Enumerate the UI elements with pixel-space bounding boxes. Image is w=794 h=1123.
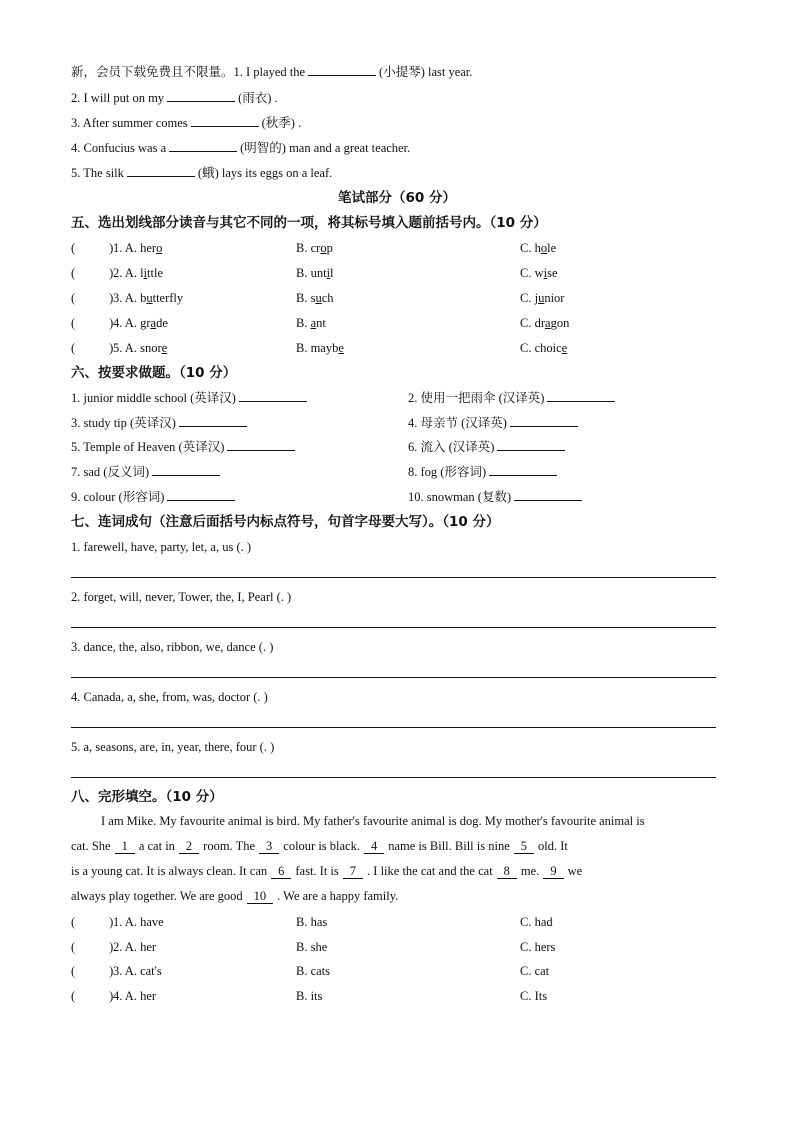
option-c [520,290,564,306]
sentence-words: 4. Canada, a, she, from, was, doctor (. ) [71,690,268,704]
option-a: 4. A. her [113,989,157,1003]
paren-close: ) [109,266,114,280]
option-c: C. had [520,915,553,929]
option-text: a [545,316,551,330]
paren-open: ( [71,964,76,978]
answer-paren[interactable] [71,939,113,955]
option-c [520,240,556,256]
option-c: C. hers [520,940,556,954]
top-question-4: 4. Confucius was a (明智的) man and a great teacher. [71,141,411,155]
task-text: 6. 流入 (汉译英) [408,440,495,454]
option-a [113,265,163,281]
top-question-2: 2. I will put on my (雨衣) . [71,91,278,105]
paren-close: ) [109,241,114,255]
option-b [296,340,344,356]
answer-paren[interactable] [71,988,113,1004]
task-item-right [408,489,585,505]
answer-line[interactable] [71,727,716,728]
cloze-passage [71,809,716,909]
sentence-words: 1. farewell, have, party, let, a, us (. ) [71,540,252,554]
paren-open: ( [71,241,76,255]
answer-paren[interactable] [71,290,113,306]
option-text: B. mayb [296,341,339,355]
answer-blank[interactable] [167,90,235,102]
paren-open: ( [71,915,76,929]
cloze-blank-8[interactable]: 8 [497,865,517,879]
paren-open: ( [71,316,76,330]
option-c [520,340,567,356]
option-text: C. j [520,291,539,305]
cloze-blank-4[interactable]: 4 [364,840,384,854]
answer-paren[interactable] [71,963,113,979]
task-text: 8. fog (形容词) [408,465,487,479]
answer-blank[interactable] [547,390,615,402]
option-text: le [547,241,557,255]
option-text: B. cr [296,241,321,255]
option-a [113,340,167,356]
task-item-left [71,439,298,455]
answer-paren[interactable] [71,315,113,331]
top-question-5: 5. The silk (蛾) lays its eggs on a leaf. [71,166,333,180]
option-text: l [330,266,334,280]
option-text: gon [550,316,570,330]
option-c: C. cat [520,964,550,978]
task-text: 10. snowman (复数) [408,490,512,504]
option-a [113,315,168,331]
cloze-blank-3[interactable]: 3 [259,840,279,854]
answer-paren[interactable] [71,240,113,256]
section-6-title: 六、按要求做题。（10 分） [71,365,237,381]
written-section-title: 笔试部分（60 分） [338,190,456,206]
sentence-words: 5. a, seasons, are, in, year, there, four (. ) [71,740,275,754]
answer-blank[interactable] [167,489,235,501]
paren-open: ( [71,341,76,355]
option-c [520,265,558,281]
option-text: C. dr [520,316,545,330]
option-text: C. choic [520,341,562,355]
option-text: a [310,316,317,330]
task-item-right [408,415,581,431]
option-b [296,240,333,256]
paren-close: ) [109,341,114,355]
option-a: 3. A. cat's [113,964,162,978]
answer-blank[interactable] [497,439,565,451]
answer-paren[interactable] [71,340,113,356]
task-text: 1. junior middle school (英译汉) [71,391,236,405]
cloze-blank-7[interactable]: 7 [343,865,363,879]
cloze-blank-10[interactable]: 10 [247,890,274,904]
paren-open: ( [71,940,76,954]
answer-blank[interactable] [179,415,247,427]
answer-blank[interactable] [191,115,259,127]
option-a: 2. A. her [113,940,157,954]
task-item-left [71,489,238,505]
option-text: i [326,266,331,280]
task-text: 7. sad (反义词) [71,465,150,479]
option-text: u [538,291,545,305]
option-text: B. s [296,291,316,305]
option-b: B. she [296,940,328,954]
paren-open: ( [71,291,76,305]
option-c: C. Its [520,989,548,1003]
option-text: u [315,291,322,305]
cloze-line-2: cat. She 1 a cat in 2 room. The 3 colour is black. 4 name is Bill. Bill is nine 5 old. It [71,839,568,853]
paren-close: ) [109,964,114,978]
task-text: 9. colour (形容词) [71,490,165,504]
task-item-right [408,390,618,406]
cloze-blank-5[interactable]: 5 [514,840,534,854]
paren-close: ) [109,316,114,330]
option-text: e [561,341,568,355]
option-text: 1. A. her [113,241,157,255]
answer-blank[interactable] [239,390,307,402]
option-text: tterfly [152,291,184,305]
option-text: e [338,341,344,355]
cloze-blank-6[interactable]: 6 [271,865,291,879]
paren-open: ( [71,989,76,1003]
option-text: 3. A. b [113,291,147,305]
answer-blank[interactable] [514,489,582,501]
paren-close: ) [109,915,114,929]
option-text: 5. A. snor [113,341,162,355]
answer-blank[interactable] [227,439,295,451]
answer-line[interactable] [71,577,716,578]
task-item-right [408,464,560,480]
option-text: ch [321,291,334,305]
option-text: de [156,316,168,330]
answer-blank[interactable] [152,464,220,476]
top-question-3: 3. After summer comes (秋季) . [71,116,302,130]
option-b [296,265,334,281]
answer-paren[interactable] [71,914,113,930]
option-text: o [156,241,163,255]
top-question-1: 新，会员下载免费且不限量。1. I played the (小提琴) last year. [71,65,473,79]
option-text: ttle [147,266,164,280]
option-text: 2. A. l [113,266,144,280]
option-text: B. unt [296,266,327,280]
task-item-left [71,390,310,406]
answer-line[interactable] [71,777,716,778]
option-b: B. has [296,915,328,929]
option-text: e [161,341,168,355]
option-a [113,290,183,306]
option-text: C. w [520,266,544,280]
task-item-left [71,464,223,480]
task-text: 2. 使用一把雨伞 (汉译英) [408,391,545,405]
answer-blank[interactable] [308,64,376,76]
option-a [113,240,162,256]
option-b: B. its [296,989,323,1003]
option-text: o [320,241,327,255]
paren-close: ) [109,989,114,1003]
paren-open: ( [71,266,76,280]
option-text: nt [316,316,326,330]
option-text: i [543,266,548,280]
task-item-right [408,439,568,455]
task-text: 3. study tip (英译汉) [71,416,176,430]
cloze-line-3: is a young cat. It is always clean. It can 6 fast. It is 7 . I like the cat and the cat 8 me. 9 we [71,864,583,878]
sentence-words: 3. dance, the, also, ribbon, we, dance (. ) [71,640,274,654]
answer-paren[interactable] [71,265,113,281]
option-b: B. cats [296,964,331,978]
cloze-blank-2[interactable]: 2 [179,840,199,854]
option-text: a [150,316,157,330]
option-c [520,315,569,331]
cloze-blank-9[interactable]: 9 [543,865,563,879]
sentence-words: 2. forget, will, never, Tower, the, I, Pearl (. ) [71,590,292,604]
option-text: i [143,266,148,280]
answer-line[interactable] [71,627,716,628]
answer-blank[interactable] [510,415,578,427]
option-text: nior [544,291,565,305]
task-text: 5. Temple of Heaven (英译汉) [71,440,225,454]
option-text: p [326,241,333,255]
option-b [296,290,334,306]
cloze-blank-1[interactable]: 1 [115,840,135,854]
answer-blank[interactable] [489,464,557,476]
cloze-line-1: I am Mike. My favourite animal is bird. My father's favourite animal is dog. My mother's favourite animal is [101,814,645,828]
paren-close: ) [109,291,114,305]
answer-blank[interactable] [127,165,195,177]
option-text: u [146,291,153,305]
answer-blank[interactable] [169,140,237,152]
option-text: C. h [520,241,541,255]
option-text: B. [296,316,311,330]
paren-close: ) [109,940,114,954]
option-text: se [547,266,558,280]
option-b [296,315,326,331]
option-text: 4. A. gr [113,316,151,330]
cloze-line-4: always play together. We are good 10 . We are a happy family. [71,889,399,903]
intro-text: 新，会员下载免费且不限量。 [71,65,234,79]
section-7-title: 七、连词成句（注意后面括号内标点符号，句首字母要大写）。（10 分） [71,514,500,530]
task-text: 4. 母亲节 (汉译英) [408,416,507,430]
option-text: o [540,241,548,255]
section-8-title: 八、完形填空。（10 分） [71,789,223,805]
answer-line[interactable] [71,677,716,678]
task-item-left [71,415,250,431]
section-5-title: 五、选出划线部分读音与其它不同的一项，将其标号填入题前括号内。（10 分） [71,215,547,231]
option-a: 1. A. have [113,915,164,929]
